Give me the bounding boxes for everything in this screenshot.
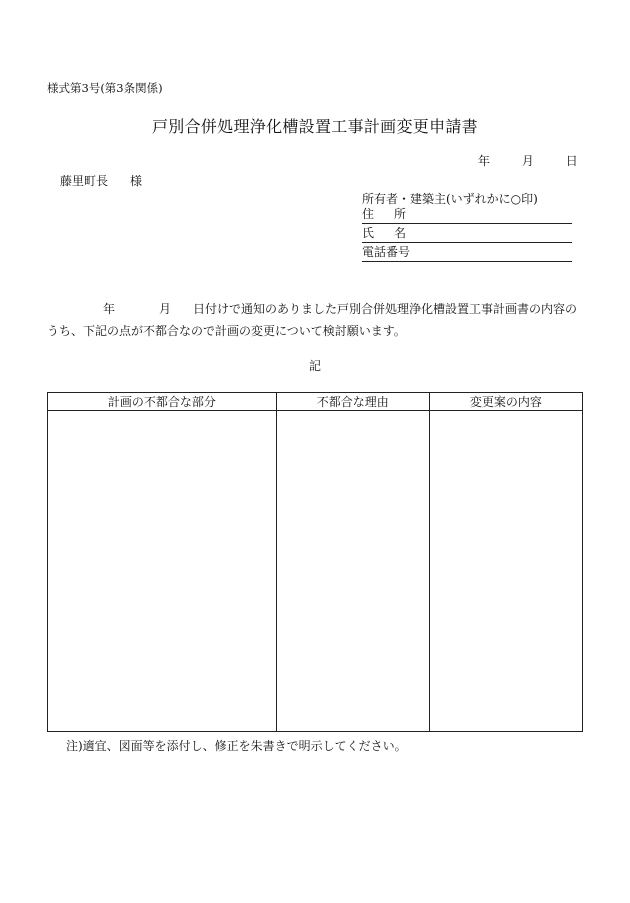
date-year: 年 <box>478 154 491 168</box>
header-problem-part: 計画の不都合な部分 <box>48 393 277 411</box>
request-body <box>47 298 587 342</box>
addressee <box>60 172 142 189</box>
address-label-2: 所 <box>394 207 407 221</box>
date-line <box>470 152 578 169</box>
cell-problem-reason[interactable] <box>276 411 429 732</box>
address-field[interactable] <box>362 206 572 224</box>
name-field[interactable] <box>362 225 572 243</box>
phone-label: 電話番号 <box>362 245 411 259</box>
body-year: 年 <box>103 302 116 316</box>
name-label-1: 氏 <box>362 226 375 240</box>
date-month: 月 <box>521 154 534 168</box>
addressee-name: 藤里町長 <box>60 174 109 188</box>
footnote: 注)適宜、図面等を添付し、修正を朱書きで明示してください。 <box>66 739 407 753</box>
name-label-2: 名 <box>394 226 407 240</box>
change-table <box>47 392 583 732</box>
header-change-content: 変更案の内容 <box>429 393 582 411</box>
applicant-note: 所有者・建築主(いずれかに○印) <box>362 192 538 206</box>
body-text: 日付けで通知のありました戸別合併処理浄化槽設置工事計画書の内容のうち、下記の点が不都合なので計画の変更について検討願います。 <box>47 302 578 338</box>
addressee-honorific: 様 <box>130 174 143 188</box>
date-day: 日 <box>565 154 578 168</box>
table-header-row <box>48 393 583 411</box>
form-number: 様式第3号(第3条関係) <box>47 81 163 95</box>
cell-problem-part[interactable] <box>48 411 277 732</box>
body-month: 月 <box>159 302 172 316</box>
ki-heading: 記 <box>308 359 321 373</box>
address-label-1: 住 <box>362 207 375 221</box>
page-title: 戸別合併処理浄化槽設置工事計画変更申請書 <box>151 117 478 136</box>
phone-field[interactable] <box>362 244 572 262</box>
header-problem-reason: 不都合な理由 <box>276 393 429 411</box>
table-row <box>48 411 583 732</box>
cell-change-content[interactable] <box>429 411 582 732</box>
